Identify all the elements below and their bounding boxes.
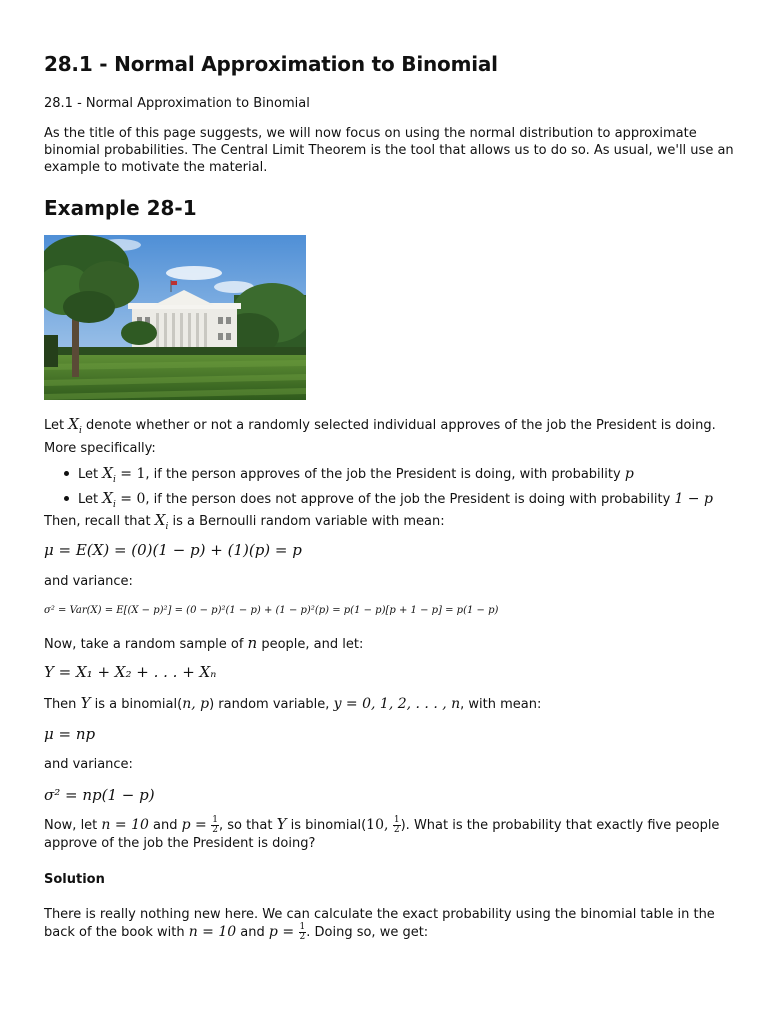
paragraph-bernoulli: Then, recall that $X_i$ is a Bernoulli random variable with mean: <box>44 511 445 532</box>
paragraph-solution: There is really nothing new here. We can calculate the exact probability using the binomial table in the back of the book with n = 10 and p = $\frac{1}{2}$ . Doing so, we get: <box>44 907 715 942</box>
fraction-one-half: $\frac{1}{2}$ <box>393 815 400 835</box>
bullet-list <box>44 464 752 514</box>
page-title: 28.1 - Normal Approximation to Binomial <box>44 52 498 76</box>
paragraph-binomial: Then Y is a binomial(n, p) random variable, y = 0, 1, 2, . . . , n, with mean: <box>44 694 542 712</box>
equation-mean: μ = E(X) = (0)(1 − p) + (1)(p) = p <box>44 541 302 559</box>
equation-Y-sum: Y = X₁ + X₂ + . . . + Xₙ <box>44 663 217 681</box>
fraction-one-half: $\frac{1}{2}$ <box>299 922 306 942</box>
label-and-variance-2: and variance: <box>44 757 133 772</box>
equation-variance: σ² = Var(X) = E[(X − p)²] = (0 − p)²(1 − p) + (1 − p)²(p) = p(1 − p)[p + 1 − p] = p(1 − p) <box>44 605 499 616</box>
intro-paragraph: As the title of this page suggests, we will now focus on using the normal distribution to approximate binomial probabilities. The Central Limit Theorem is the tool that allows us to do so. As usual, we'll use an example to motivate the material. <box>44 126 734 175</box>
paragraph-xi-definition: Let $X_i$ denote whether or not a randomly selected individual approves of the job the President is doing. More specifically: <box>44 415 716 456</box>
paragraph-random-sample: Now, take a random sample of n people, and let: <box>44 634 364 652</box>
page-subtitle: 28.1 - Normal Approximation to Binomial <box>44 96 310 111</box>
example-heading: Example 28-1 <box>44 196 197 220</box>
fraction-one-half: $\frac{1}{2}$ <box>212 815 218 835</box>
solution-label: Solution <box>44 872 105 887</box>
paragraph-question: Now, let n = 10 and p = $\frac{1}{2}$ , so that Y is binomial(10, $\frac{1}{2}$ ). What is the probability that exactly five people approve of the job the President is doing? <box>44 815 720 851</box>
list-item: Let $X_i = 0$, if the person does not approve of the job the President is doing with probability 1 − p <box>62 489 752 514</box>
white-house-image <box>44 235 306 400</box>
equation-mu-np: μ = np <box>44 725 96 743</box>
label-and-variance: and variance: <box>44 574 133 589</box>
equation-sigma-np: σ² = np(1 − p) <box>44 786 155 804</box>
list-item: Let $X_i = 1$, if the person approves of the job the President is doing, with probability p <box>62 464 752 489</box>
